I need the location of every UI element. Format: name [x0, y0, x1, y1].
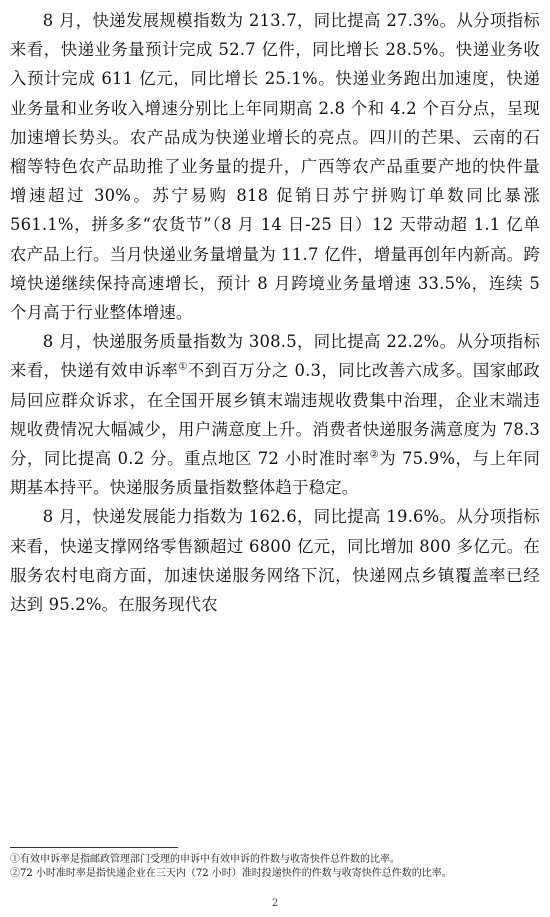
paragraph-service-quality [10, 327, 540, 502]
footnote-1: ①有效申诉率是指邮政管理部门受理的申诉中有效申诉的件数与收寄快件总件数的比率。 [10, 854, 400, 865]
footnotes [10, 853, 540, 881]
paragraph-development-scale: 8 月，快递发展规模指数为 213.7，同比提高 27.3%。从分项指标来看，快递业务量预计完成 52.7 亿件，同比增长 28.5%。快递业务收入预计完成 611 亿元，同比增长 25.1%。快递业务跑出加速度，快递业务量和业务收入增速分别比上年同期高 2.8 个和 4.2 个百分点，呈现加速增长势头。农产品成为快递业增长的亮点。四川的芒果、云南的石榴等特色农产品助推了业务量的提升，广西等农产品重要产地的快件量增速超过 30%。苏宁易购 818 促销日苏宁拼购订单数同比暴涨 561.1%，拼多多“农货节”（8 月 14 日-25 日）12 天带动超 1.1 亿单农产品上行。当月快递业务量增量为 11.7 亿件，增量再创年内新高。跨境快递继续保持高速增长，预计 8 月跨境业务量增速 33.5%，连续 5 个月高于行业整体增速。 [10, 11, 540, 323]
footnote-marker-2: ② [369, 449, 380, 461]
paragraph-development-capacity: 8 月，快递发展能力指数为 162.6，同比提高 19.6%。从分项指标来看，快递支撑网络零售额超过 6800 亿元，同比增加 800 多亿元。在服务农村电商方面，加速快递服务网络下沉，快递网点乡镇覆盖率已经达到 95.2%。在服务现代农 [10, 507, 540, 615]
paragraph-segment: 不到百万分之 0.3，同比改善六成多。国家邮政局回应群众诉求，在全国开展乡镇末端违规收费集中治理，企业末端违规收费情况大幅减少，用户满意度上升。消费者快递服务满意度为 78.3 分，同比提高 0.2 分。重点地区 72 小时准时率 [10, 361, 541, 469]
footnote-2: ②72 小时准时率是指快递企业在三天内（72 小时）准时投递快件的件数与收寄快件总件数的比率。 [10, 868, 452, 879]
paragraph-segment: 为 75.9%，与上年同期基本持平。快递服务质量指数整体趋于稳定。 [10, 449, 541, 498]
paragraph-segment: 8 月，快递服务质量指数为 308.5，同比提高 22.2%。从分项指标来看，快递有效申诉率 [10, 332, 540, 381]
footnote-marker-1: ① [178, 361, 188, 373]
page-number: 2 [271, 898, 279, 909]
footnote-divider [10, 847, 178, 848]
